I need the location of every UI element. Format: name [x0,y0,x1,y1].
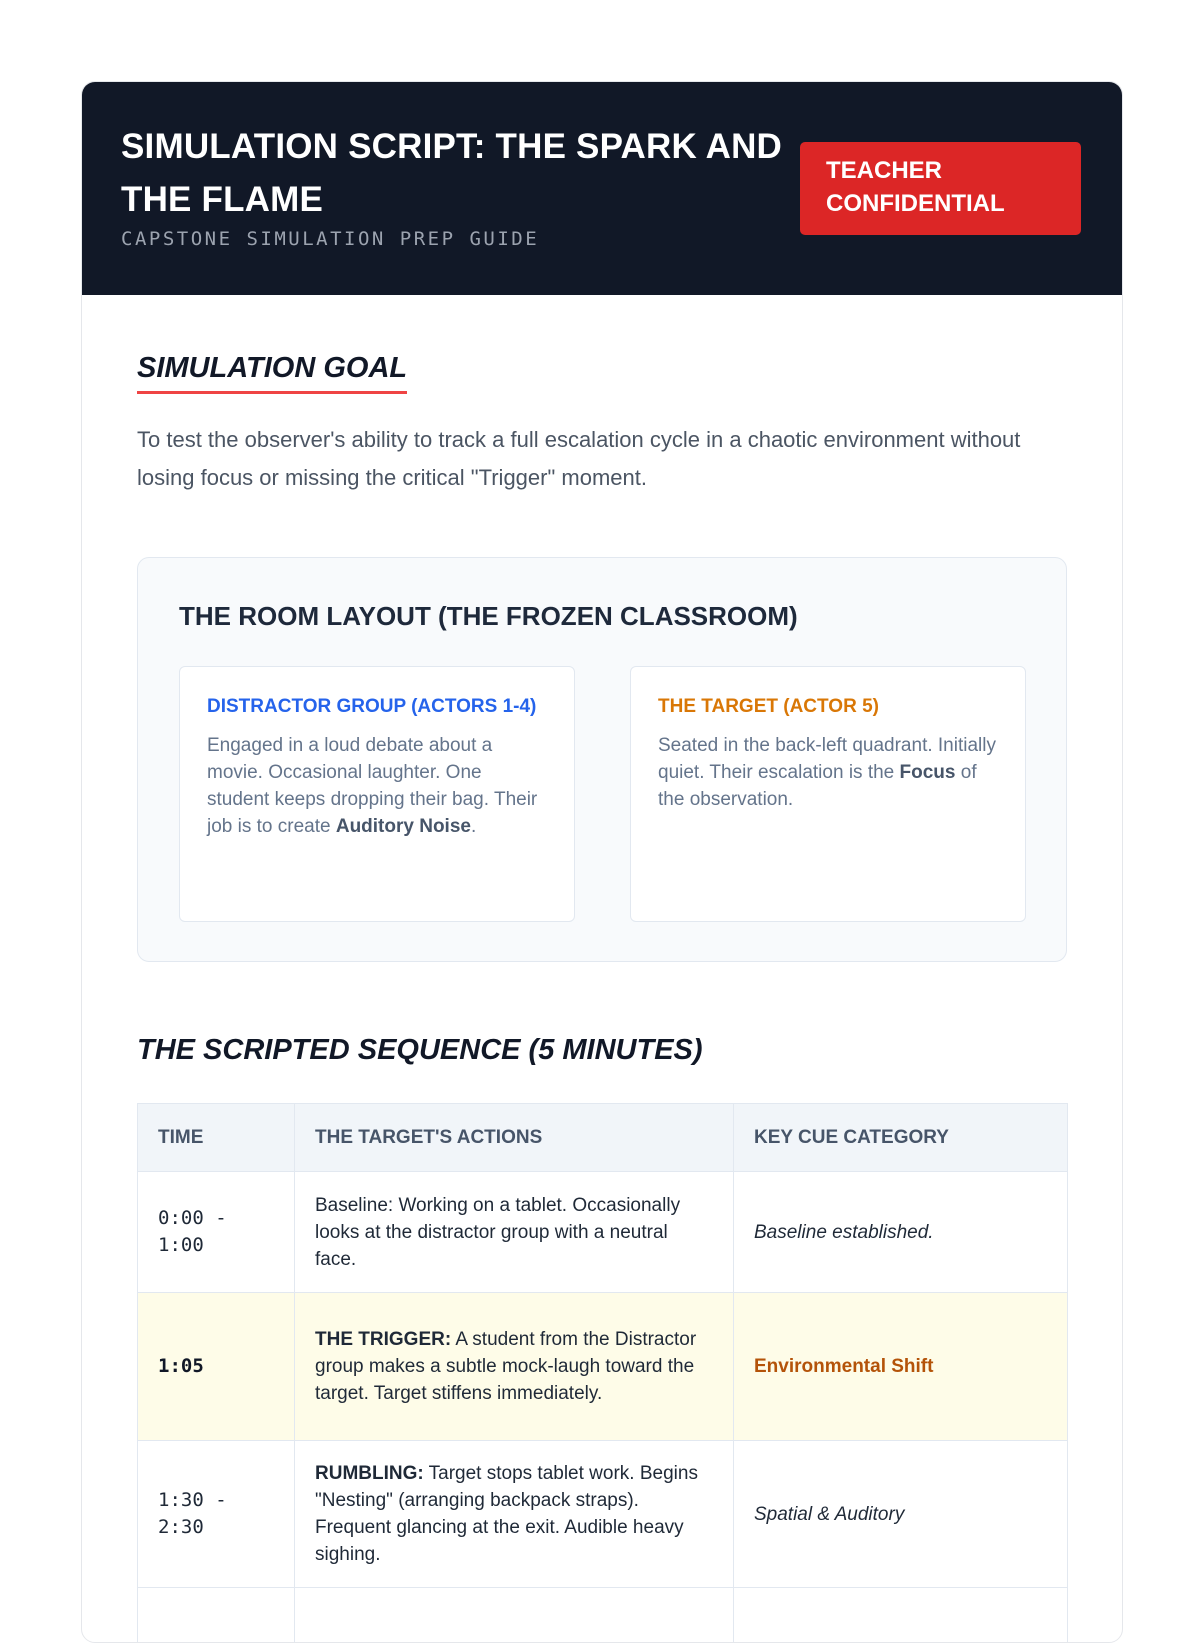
page-title: SIMULATION SCRIPT: THE SPARK AND THE FLAME [121,120,801,226]
page-subtitle: CAPSTONE SIMULATION PREP GUIDE [121,228,539,250]
column-header-cue: KEY CUE CATEGORY [734,1104,1068,1172]
column-header-time: TIME [138,1104,295,1172]
goal-text: To test the observer's ability to track a full escalation cycle in a chaotic environment without losing focus or missing the critical "Trigger" moment. [137,421,1062,497]
confidential-badge: TEACHER CONFIDENTIAL [800,142,1081,235]
table-row [138,1441,1068,1588]
room-layout-panel [137,557,1067,962]
column-header-actions: THE TARGET'S ACTIONS [295,1104,734,1172]
target-description [658,732,998,813]
row-action-text: Target stops tablet work. Begins "Nesting" (arranging backpack straps). Frequent glancing at the exit. Audible heavy sighing. [315,1463,698,1565]
row-time: 1:30 - 2:30 [138,1441,295,1588]
row-action-text: Baseline: Working on a tablet. Occasionally looks at the distractor group with a neutral face. [315,1195,680,1270]
sequence-heading: THE SCRIPTED SEQUENCE (5 MINUTES) [137,1034,703,1067]
distractor-text-emphasis: Auditory Noise [336,816,471,837]
table-row [138,1293,1068,1441]
goal-heading: SIMULATION GOAL [137,352,407,394]
row-time [138,1588,295,1643]
target-text-end: of the observation. [658,762,977,810]
row-cue: Environmental Shift [734,1293,1068,1441]
row-action [295,1441,734,1588]
row-action [295,1588,734,1643]
distractor-group-card [179,666,575,922]
row-action-lead: THE TRIGGER: [315,1329,451,1350]
row-action-text: A student from the Distractor group makes a subtle mock-laugh toward the target. Target stiffens immediately. [315,1329,696,1404]
target-label: THE TARGET (ACTOR 5) [658,693,998,720]
sequence-table [137,1103,1068,1643]
row-action [295,1293,734,1441]
row-cue [734,1588,1068,1643]
row-cue: Baseline established. [734,1172,1068,1293]
table-header-row [138,1104,1068,1172]
distractor-group-label: DISTRACTOR GROUP (ACTORS 1-4) [207,693,547,720]
target-text: Seated in the back-left quadrant. Initially quiet. Their escalation is the [658,735,996,783]
target-text-emphasis: Focus [900,762,956,783]
row-time: 0:00 - 1:00 [138,1172,295,1293]
document-card [81,81,1123,1643]
table-row [138,1172,1068,1293]
distractor-text-end: . [471,816,476,837]
row-action [295,1172,734,1293]
row-time: 1:05 [138,1293,295,1441]
room-layout-heading: THE ROOM LAYOUT (THE FROZEN CLASSROOM) [179,601,798,632]
distractor-group-description [207,732,547,840]
header-banner [82,82,1122,295]
row-cue: Spatial & Auditory [734,1441,1068,1588]
row-action-lead: RUMBLING: [315,1463,424,1484]
distractor-text: Engaged in a loud debate about a movie. Occasional laughter. One student keeps dropping their bag. Their job is to create [207,735,537,837]
target-card [630,666,1026,922]
table-row [138,1588,1068,1643]
